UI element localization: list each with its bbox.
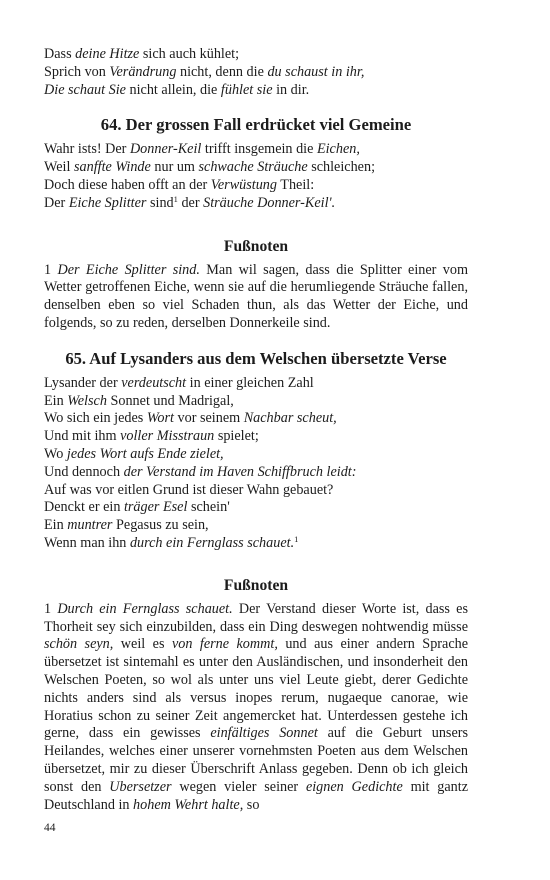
- section-64-footnotes-title: Fußnoten: [223, 237, 289, 255]
- footnote-marker[interactable]: 1: [173, 193, 178, 204]
- italic-text: eignen Gedichte: [305, 778, 403, 795]
- section-64-verse: [44, 141, 468, 212]
- verse-line: Weil sanffte Winde nur um schwache Sträuche schleichen;: [44, 159, 376, 176]
- italic-text: verdeutscht: [121, 374, 187, 391]
- verse-line: Sprich von Verändrung nicht, denn die du schaust in ihr,: [44, 63, 365, 80]
- italic-text: Durch ein Fernglass schauet.: [57, 600, 233, 617]
- verse-line: Auf was vor eitlen Grund ist dieser Wahn gebauet?: [44, 481, 334, 498]
- section-65-footnotes-title: Fußnoten: [223, 576, 289, 594]
- italic-text: Donner-Keil: [129, 141, 202, 158]
- verse-line: Doch diese haben offt an der Verwüstung Theil:: [44, 176, 315, 193]
- italic-text: einfältiges Sonnet: [210, 725, 318, 742]
- verse-line: Wo sich ein jedes Wort vor seinem Nachbar scheut,: [44, 410, 337, 427]
- verse-line: Die schaut Sie nicht allein, die fühlet sie in dir.: [44, 81, 310, 98]
- verse-line: Dass deine Hitze sich auch kühlet;: [44, 46, 240, 62]
- verse-line: Der Eiche Splitter sind$^1$ der Sträuche Donner-Keil'.: [44, 193, 336, 211]
- footnote-marker[interactable]: 1: [294, 533, 299, 544]
- page-body: [44, 46, 468, 814]
- section-64-title: 64. Der grossen Fall erdrücket viel Gemeine: [100, 115, 412, 135]
- verse-line: Ein muntrer Pegasus zu sein,: [44, 517, 209, 534]
- italic-text: Der Eiche Splitter sind.: [57, 261, 200, 278]
- italic-text: der Verstand im Haven Schiffbruch leidt:: [123, 463, 357, 480]
- italic-text: Verwüstung: [210, 176, 277, 193]
- italic-text: Ubersetzer: [109, 778, 172, 795]
- verse-line: Lysander der verdeutscht in einer gleichen Zahl: [44, 374, 314, 391]
- italic-text: Wort: [146, 410, 174, 427]
- verse-line: Denckt er ein träger Esel schein': [44, 499, 230, 516]
- italic-text: durch ein Fernglass schauet.: [129, 534, 295, 551]
- italic-text: deine Hitze: [75, 46, 140, 62]
- section-65-footnote: 1 Durch ein Fernglass schauet. Der Verstand dieser Worte ist, dass es Thorheit sey sich einzubilden, dass ein Ding deswegen nohtwendig müsse schön seyn, weil es von ferne kommt, und aus einer andern Sprache übersetzet ist sintemahl es unter den Ausländischen, und insonderheit den Welschen Poeten, so wol als unter uns viel Leute giebt, derer Gedichte nichts anders sind als versus inopes rerum, nugaeque canorae, wie Horatius schon zu seiner Zeit angemercket hat. Unterdessen gestehe ich gerne, dass ein gewisses einfältiges Sonnet auf die Geburt unsers Heilandes, welches einer unserer vornehmsten Poeten aus dem Welschen übersetzet, mir zu dieser Überschrift Anlass gegeben. Denn ob ich gleich sonst den Ubersetzer wegen vieler seiner eignen Gedichte mit gantz Deutschland in hohem Wehrt halte, so: [44, 600, 469, 813]
- opening-verse: [44, 46, 468, 99]
- italic-text: Die schaut Sie: [44, 81, 126, 98]
- italic-text: jedes Wort aufs Ende zielet,: [66, 445, 224, 462]
- italic-text: hohem Wehrt halte,: [133, 796, 244, 813]
- verse-line: Wenn man ihn durch ein Fernglass schauet.$^1$: [44, 533, 299, 551]
- verse-line: Wo jedes Wort aufs Ende zielet,: [44, 445, 224, 462]
- italic-text: Verändrung: [109, 63, 177, 80]
- italic-text: Eichen,: [316, 141, 360, 158]
- italic-text: Welsch: [67, 392, 107, 409]
- italic-text: sanffte Winde: [73, 159, 151, 176]
- section-64-footnote: 1 Der Eiche Splitter sind. Man wil sagen, dass die Splitter einer vom Wetter getroffenen Eiche, wenn sie auf die herumliegende Sträuche fallen, denselben eben so viel Schaden thun, als das Wetter der Eiche, und folgends, so zu reden, derselben Donnerkeile sind.: [44, 261, 468, 331]
- italic-text: voller Misstraun: [120, 428, 215, 445]
- verse-line: Und dennoch der Verstand im Haven Schiffbruch leidt:: [44, 463, 357, 480]
- verse-line: Wahr ists! Der Donner-Keil trifft insgemein die Eichen,: [44, 141, 360, 158]
- italic-text: muntrer: [67, 517, 113, 534]
- italic-text: schön seyn,: [44, 636, 114, 653]
- verse-line: Ein Welsch Sonnet und Madrigal,: [44, 392, 234, 409]
- section-65-verse: [44, 375, 468, 553]
- italic-text: Sträuche Donner-Keil'.: [203, 194, 336, 211]
- section-65-title: 65. Auf Lysanders aus dem Welschen übersetzte Verse: [65, 348, 447, 368]
- italic-text: von ferne kommt,: [171, 636, 278, 653]
- italic-text: Nachbar scheut,: [243, 410, 337, 427]
- verse-line: Und mit ihm voller Misstraun spielet;: [44, 428, 259, 445]
- page-number: 44: [44, 822, 56, 834]
- italic-text: träger Esel: [123, 499, 188, 516]
- italic-text: Eiche Splitter: [68, 194, 147, 211]
- italic-text: schwache Sträuche: [198, 159, 308, 176]
- italic-text: du schaust in ihr,: [267, 63, 365, 80]
- italic-text: fühlet sie: [220, 81, 273, 98]
